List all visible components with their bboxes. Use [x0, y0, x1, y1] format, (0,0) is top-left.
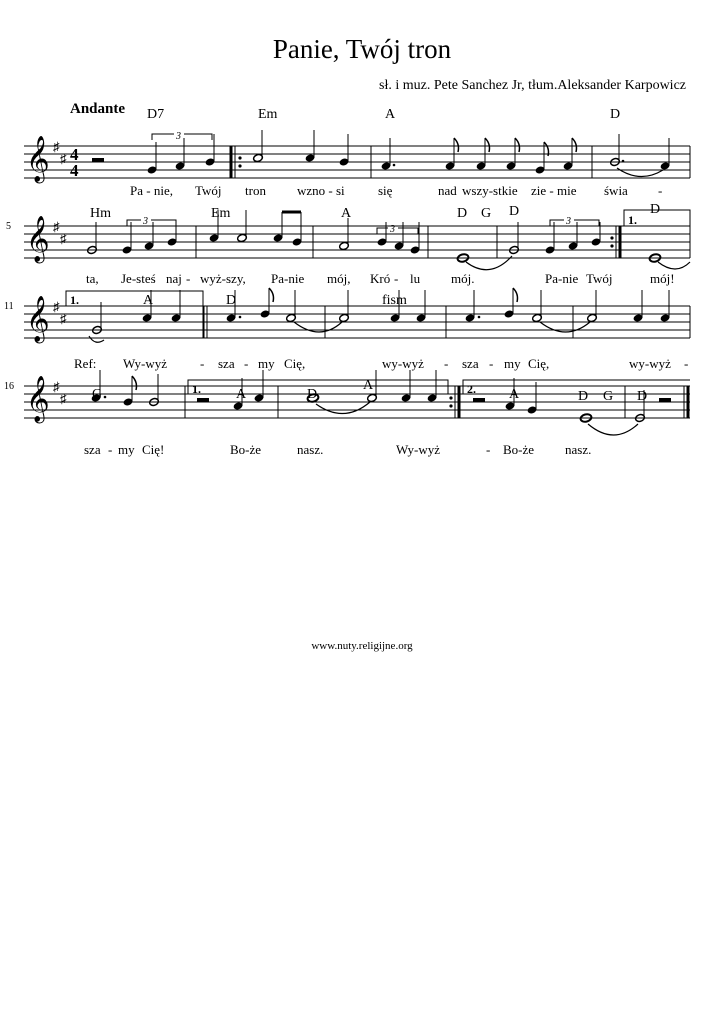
chord-symbol: D7 [147, 107, 165, 122]
beams [132, 138, 624, 390]
lyric-syllable: Ref: [74, 356, 97, 371]
lyric-syllable: Pa-nie [545, 271, 579, 286]
chord-symbol: D [226, 293, 237, 308]
chord-symbol: Em [258, 107, 278, 122]
svg-text:𝄞: 𝄞 [26, 216, 50, 261]
svg-text:3: 3 [390, 224, 395, 235]
chord-symbol: A [341, 206, 352, 221]
lyric-syllable: Cię, [284, 356, 306, 371]
lyric-syllable: mój! [650, 271, 675, 286]
chord-symbol: G [481, 206, 492, 221]
lyric-syllable: Pa - nie, [130, 183, 173, 198]
lyric-syllable: Kró [370, 271, 391, 286]
lyric-syllable: - [658, 183, 663, 198]
lyric-syllable: sza [218, 356, 235, 371]
svg-text:4: 4 [70, 145, 79, 164]
lyric-syllable: zie - mie [531, 183, 577, 198]
svg-text:♯: ♯ [53, 219, 60, 234]
lyric-syllable: nasz. [297, 442, 324, 457]
lyric-syllable: sza [462, 356, 479, 371]
lyric-syllable: Je-steś [121, 271, 156, 286]
lyric-syllable: świa [604, 183, 628, 198]
svg-text:♯: ♯ [53, 139, 60, 154]
svg-text:♯: ♯ [60, 391, 67, 406]
lyric-syllable: - [108, 442, 113, 457]
lyric-syllable: Twój [195, 183, 222, 198]
lyric-syllable: - [684, 356, 689, 371]
lyric-syllable: Twój [586, 271, 613, 286]
lyric-syllable: my [258, 356, 275, 371]
lyrics [74, 183, 688, 457]
chord-symbol: D [650, 202, 661, 217]
lyric-syllable: - [486, 442, 491, 457]
lyric-syllable: naj [166, 271, 182, 286]
lyric-syllable: ta, [86, 271, 99, 286]
footer-url: www.nuty.religijne.org [311, 640, 413, 652]
lyric-syllable: - [244, 356, 249, 371]
lyric-syllable: - [444, 356, 449, 371]
svg-text:16: 16 [4, 381, 14, 392]
lyric-syllable: Cię! [142, 442, 165, 457]
svg-text:♯: ♯ [53, 379, 60, 394]
lyric-syllable: Wy-wyż [396, 442, 440, 457]
svg-text:5: 5 [6, 221, 11, 232]
svg-text:♯: ♯ [53, 299, 60, 314]
lyric-syllable: lu [410, 271, 421, 286]
lyric-syllable: Bo-że [230, 442, 262, 457]
chord-symbol: A [143, 293, 154, 308]
chord-symbol: Em [211, 206, 231, 221]
measure-numbers [4, 221, 14, 392]
svg-text:11: 11 [4, 301, 14, 312]
lyric-syllable: mój, [327, 271, 351, 286]
lyric-syllable: Bo-że [503, 442, 535, 457]
svg-text:3: 3 [176, 131, 181, 142]
chord-symbol: A [236, 387, 247, 402]
time-signature [70, 145, 79, 180]
lyric-syllable: mój. [451, 271, 475, 286]
chord-symbol: D [610, 107, 621, 122]
svg-text:3: 3 [566, 216, 571, 227]
tempo-marking: Andante [70, 101, 126, 117]
chord-symbol: Hm [90, 206, 111, 221]
page-title: Panie, Twój tron [272, 34, 452, 64]
chord-symbol: fism [382, 293, 407, 308]
chord-symbol: G [92, 387, 103, 402]
treble-clef-icon [26, 136, 50, 424]
chord-symbol: A [509, 387, 520, 402]
svg-text:4: 4 [70, 161, 79, 180]
lyric-syllable: nasz. [565, 442, 592, 457]
svg-text:♯: ♯ [60, 151, 67, 166]
svg-text:♯: ♯ [60, 231, 67, 246]
lyric-syllable: wszy-stkie [462, 183, 518, 198]
lyric-syllable: wyż-szy, [200, 271, 246, 286]
chord-symbol: D [578, 389, 589, 404]
lyric-syllable: - [186, 271, 191, 286]
chord-symbol: D [509, 204, 520, 219]
lyric-syllable: my [118, 442, 135, 457]
lyric-syllable: - [489, 356, 494, 371]
chord-symbol: A [363, 378, 374, 393]
lyric-syllable: Cię, [528, 356, 550, 371]
composer-credit: sł. i muz. Pete Sanchez Jr, tłum.Aleksander Karpowicz [379, 78, 686, 93]
svg-text:3: 3 [143, 216, 148, 227]
svg-text:♯: ♯ [60, 311, 67, 326]
svg-text:𝄞: 𝄞 [26, 376, 50, 421]
lyric-syllable: Wy-wyż [123, 356, 167, 371]
key-signature [53, 139, 67, 406]
chord-symbol: G [603, 389, 614, 404]
lyric-syllable: - [394, 271, 399, 286]
chord-symbol: D [307, 387, 318, 402]
lyric-syllable: wy-wyż [382, 356, 424, 371]
lyric-syllable: - [200, 356, 205, 371]
svg-text:𝄞: 𝄞 [26, 136, 50, 181]
chord-symbol: A [385, 107, 396, 122]
chord-symbol: D [457, 206, 468, 221]
svg-text:1.: 1. [192, 382, 201, 396]
svg-text:𝄞: 𝄞 [26, 296, 50, 341]
lyric-syllable: Pa-nie [271, 271, 305, 286]
chord-symbol: D [637, 389, 648, 404]
lyric-syllable: wzno - si [297, 183, 345, 198]
svg-text:2.: 2. [467, 382, 476, 396]
lyric-syllable: sza [84, 442, 101, 457]
lyric-syllable: wy-wyż [629, 356, 671, 371]
lyric-syllable: nad [438, 183, 457, 198]
svg-text:1.: 1. [70, 293, 79, 307]
lyric-syllable: tron [245, 183, 266, 198]
svg-text:1.: 1. [628, 213, 637, 227]
lyric-syllable: my [504, 356, 521, 371]
lyric-syllable: się [378, 183, 393, 198]
